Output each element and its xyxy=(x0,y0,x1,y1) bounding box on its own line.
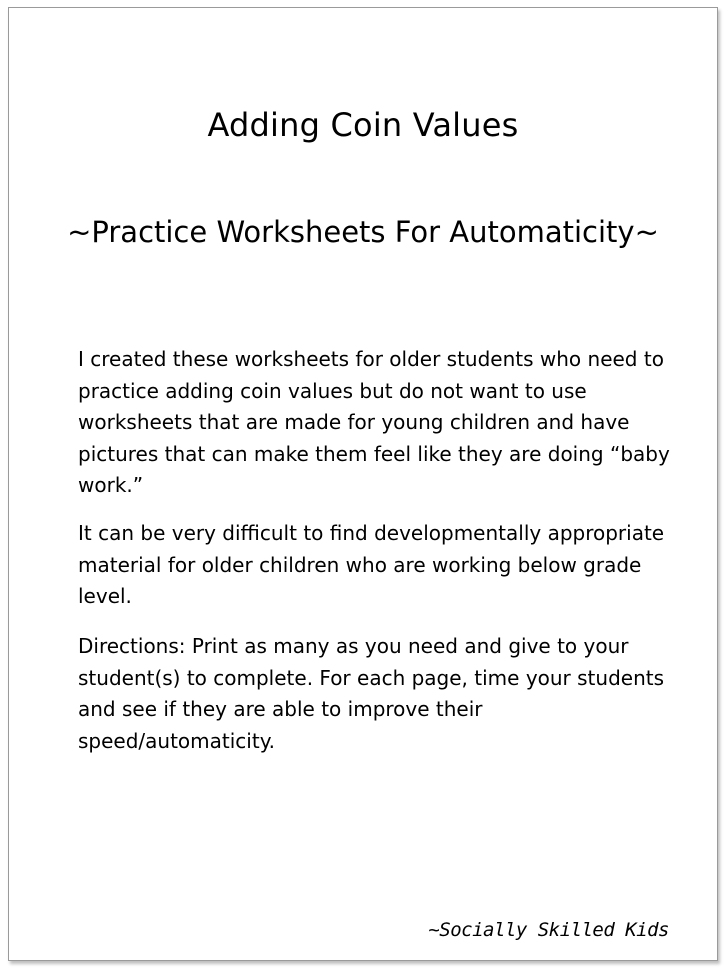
directions-paragraph: Directions: Print as many as you need and give to your student(s) to complete. For each page, time your students and see if they are able to improve their speed/automaticity. xyxy=(78,634,665,753)
intro-paragraph: I created these worksheets for older students who need to practice adding coin values but do not want to use worksheets that are made for young children and have pictures that can make them feel like they are doing “baby work.” xyxy=(78,347,670,497)
material-paragraph: It can be very difficult to find developmentally appropriate material for older children who are working below grade level. xyxy=(78,521,665,608)
document-page xyxy=(8,7,718,961)
page-title: Adding Coin Values xyxy=(207,106,519,144)
page-subtitle: ~Practice Worksheets For Automaticity~ xyxy=(67,215,659,249)
author-signature: ~Socially Skilled Kids xyxy=(428,919,669,941)
